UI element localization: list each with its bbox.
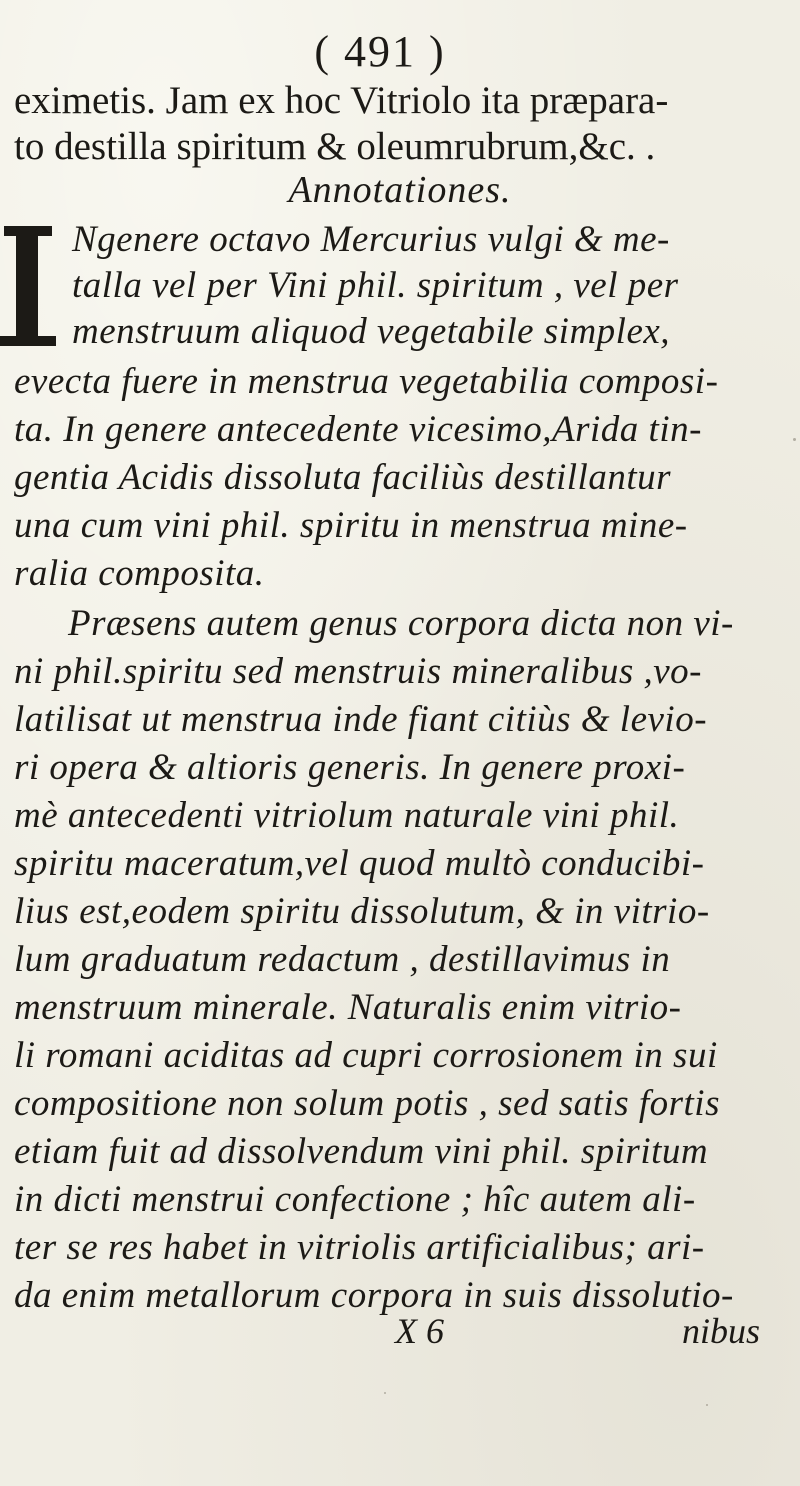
paper-speck (384, 1392, 386, 1394)
opening-line-2: to destilla spiritum & oleumrubrum,&c. . (14, 125, 656, 168)
signature-mark: X 6 (395, 1311, 444, 1351)
body-line-1: Ngenere octavo Mercurius vulgi & me- (72, 219, 670, 260)
page-number: ( 491 ) (314, 27, 446, 76)
body-line-10: ni phil.spiritu sed menstruis mineralibus ,vo- (14, 651, 702, 692)
opening-line-1: eximetis. Jam ex hoc Vitriolo ita præpara- (14, 79, 669, 122)
drop-cap-letter-I (0, 208, 58, 350)
body-line-17: menstruum minerale. Naturalis enim vitrio- (14, 987, 682, 1028)
section-heading: Annotationes. (288, 169, 512, 211)
body-line-13: mè antecedenti vitriolum naturale vini phil. (14, 795, 680, 836)
page-footer (0, 1310, 800, 1360)
body-line-3: menstruum aliquod vegetabile simplex, (72, 311, 671, 352)
body-line-18: li romani aciditas ad cupri corrosionem in sui (14, 1035, 718, 1076)
body-line-5: ta. In genere antecedente vicesimo,Arida tin- (14, 409, 702, 450)
paper-speck (793, 438, 796, 441)
body-line-4: evecta fuere in menstrua vegetabilia composi- (14, 361, 719, 402)
body-line-21: in dicti menstrui confectione ; hîc autem ali- (14, 1179, 696, 1220)
body-line-7: una cum vini phil. spiritu in menstrua mine- (14, 505, 688, 546)
body-line-8: ralia composita. (14, 553, 265, 594)
body-line-12: ri opera & altioris generis. In genere proxi- (14, 747, 686, 788)
body-line-23: da enim metallorum corpora in suis dissolutio- (14, 1275, 734, 1316)
body-line-2: talla vel per Vini phil. spiritum , vel per (72, 265, 679, 306)
body-line-11: latilisat ut menstrua inde fiant citiùs & levio- (14, 699, 708, 740)
body-line-16: lum graduatum redactum , destillavimus in (14, 939, 671, 980)
body-line-6: gentia Acidis dissoluta faciliùs destillantur (14, 457, 671, 498)
body-line-19: compositione non solum potis , sed satis fortis (14, 1083, 720, 1124)
body-line-15: lius est,eodem spiritu dissolutum, & in vitrio- (14, 891, 710, 932)
body-line-14: spiritu maceratum,vel quod multò conducibi- (14, 843, 705, 884)
body-line-9: Præsens autem genus corpora dicta non vi- (68, 603, 734, 644)
body-line-22: ter se res habet in vitriolis artificialibus; ari- (14, 1227, 705, 1268)
paper-speck (706, 1404, 708, 1406)
body-line-20: etiam fuit ad dissolvendum vini phil. spiritum (14, 1131, 709, 1172)
catchword: nibus (682, 1311, 761, 1351)
